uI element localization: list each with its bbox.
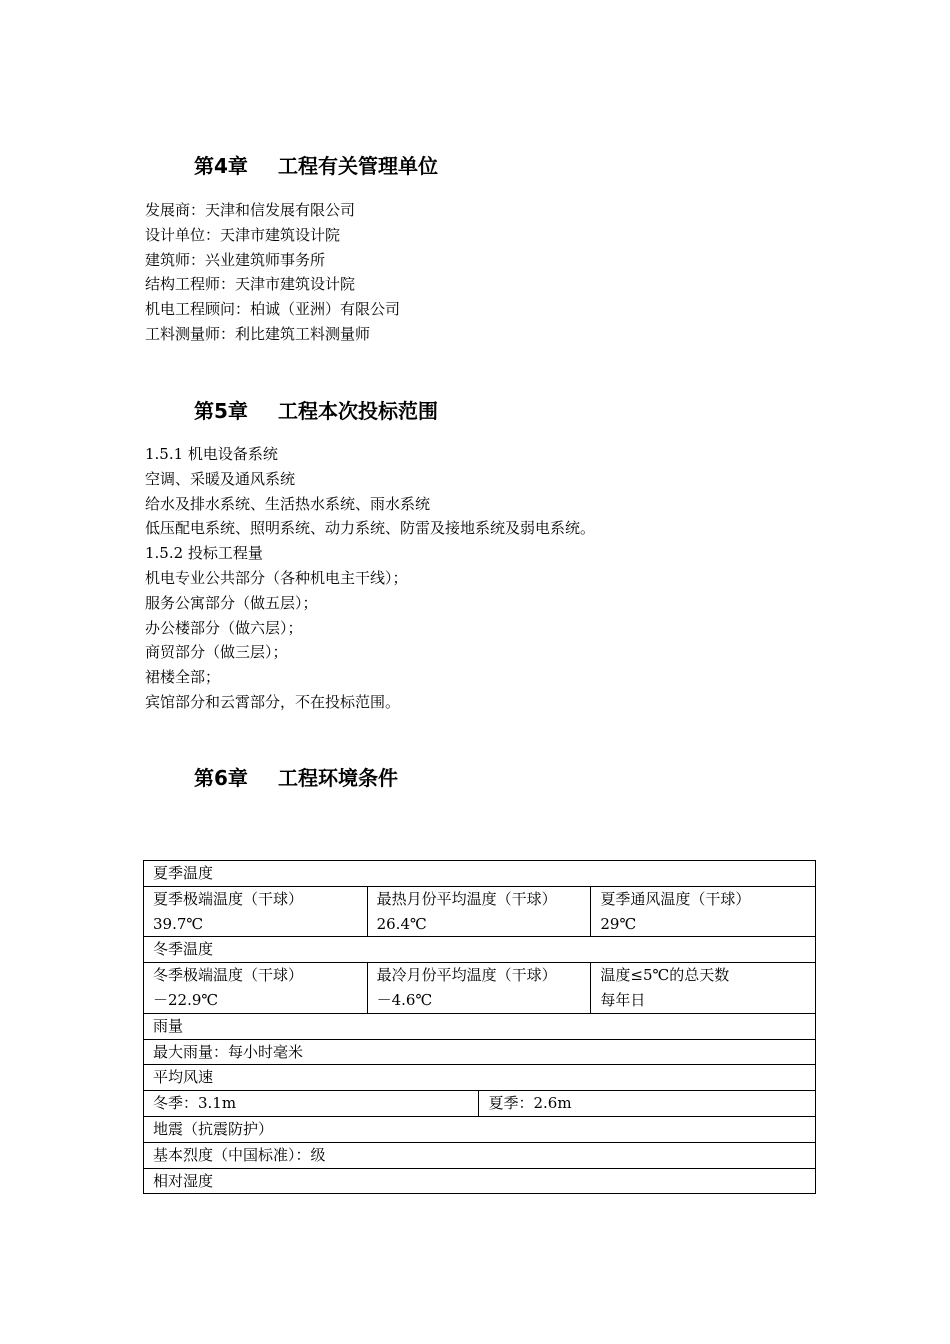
summer-extreme-value: 39.7℃ [153,914,204,933]
table-row [144,861,816,887]
summer-extreme-label: 夏季极端温度（干球） [153,889,304,908]
text-line: 结构工程师：天津市建筑设计院 [145,275,356,294]
table-row [144,1142,816,1168]
chapter-6-heading [194,762,398,791]
cold-days-cell [591,963,816,1014]
table-row [144,886,816,937]
cold-days-label: 温度≤5℃的总天数 [600,966,730,985]
environment-conditions-table [143,860,816,1194]
rainfall-header: 雨量 [144,1013,816,1039]
text-line: 空调、采暖及通风系统 [145,469,296,488]
summer-vent-label: 夏季通风温度（干球） [600,889,751,908]
text-line: 1.5.1 机电设备系统 [145,445,278,463]
summer-vent-cell [591,886,816,937]
coldest-month-cell [367,963,591,1014]
chapter-number: 第6章 [194,766,248,790]
wind-speed-header: 平均风速 [144,1065,816,1091]
hottest-month-label: 最热月份平均温度（干球） [376,889,557,908]
chapter-title: 工程环境条件 [278,766,398,790]
table-row [144,1168,816,1194]
table-row [144,937,816,963]
table-row [144,1116,816,1142]
chapter-title: 工程本次投标范围 [278,399,438,423]
hottest-month-value: 26.4℃ [376,914,427,933]
summer-temperature-header: 夏季温度 [144,861,816,887]
text-line: 低压配电系统、照明系统、动力系统、防雷及接地系统及弱电系统。 [145,519,596,538]
text-line: 商贸部分（做三层）； [145,643,288,662]
chapter-number: 第5章 [194,399,248,423]
summer-wind-cell: 夏季：2.6m [479,1091,816,1117]
chapter-number: 第4章 [194,154,248,178]
table-row [144,1039,816,1065]
seismic-intensity-cell: 基本烈度（中国标准）：级 [144,1142,816,1168]
text-line: 服务公寓部分（做五层）； [145,593,318,612]
text-line: 建筑师：兴业建筑师事务所 [145,250,326,269]
coldest-month-label: 最冷月份平均温度（干球） [376,966,557,985]
text-line: 机电工程顾问：柏诚（亚洲）有限公司 [145,300,401,319]
text-line: 宾馆部分和云霄部分，不在投标范围。 [145,692,401,711]
summer-vent-value: 29℃ [600,914,637,933]
chapter-5-body [145,442,595,715]
winter-temperature-header: 冬季温度 [144,937,816,963]
table-row [144,1065,816,1091]
max-rainfall-cell: 最大雨量：每小时毫米 [144,1039,816,1065]
text-line: 发展商：天津和信发展有限公司 [145,201,356,219]
chapter-title: 工程有关管理单位 [278,154,438,178]
table-row [144,1091,816,1117]
table-row [144,963,816,1014]
text-line: 机电专业公共部分（各种机电主干线）； [145,568,408,587]
winter-wind-cell: 冬季：3.1m [144,1091,479,1117]
text-line: 工料测量师：利比建筑工料测量师 [145,324,371,343]
text-line: 办公楼部分（做六层）； [145,618,303,637]
winter-extreme-label: 冬季极端温度（干球） [153,966,304,985]
chapter-4-body [145,198,400,347]
chapter-4-heading [194,150,438,179]
earthquake-header: 地震（抗震防护） [144,1116,816,1142]
hottest-month-cell [367,886,591,937]
text-line: 1.5.2 投标工程量 [145,544,263,563]
summer-extreme-cell [144,886,368,937]
cold-days-value: 每年日 [600,990,646,1009]
relative-humidity-header: 相对湿度 [144,1168,816,1194]
text-line: 给水及排水系统、生活热水系统、雨水系统 [145,494,431,513]
coldest-month-value: －4.6℃ [376,990,433,1009]
text-line: 裙楼全部； [145,668,221,687]
winter-extreme-cell [144,963,368,1014]
chapter-5-heading [194,395,438,424]
text-line: 设计单位：天津市建筑设计院 [145,225,341,244]
winter-extreme-value: －22.9℃ [153,990,219,1009]
table-row [144,1013,816,1039]
